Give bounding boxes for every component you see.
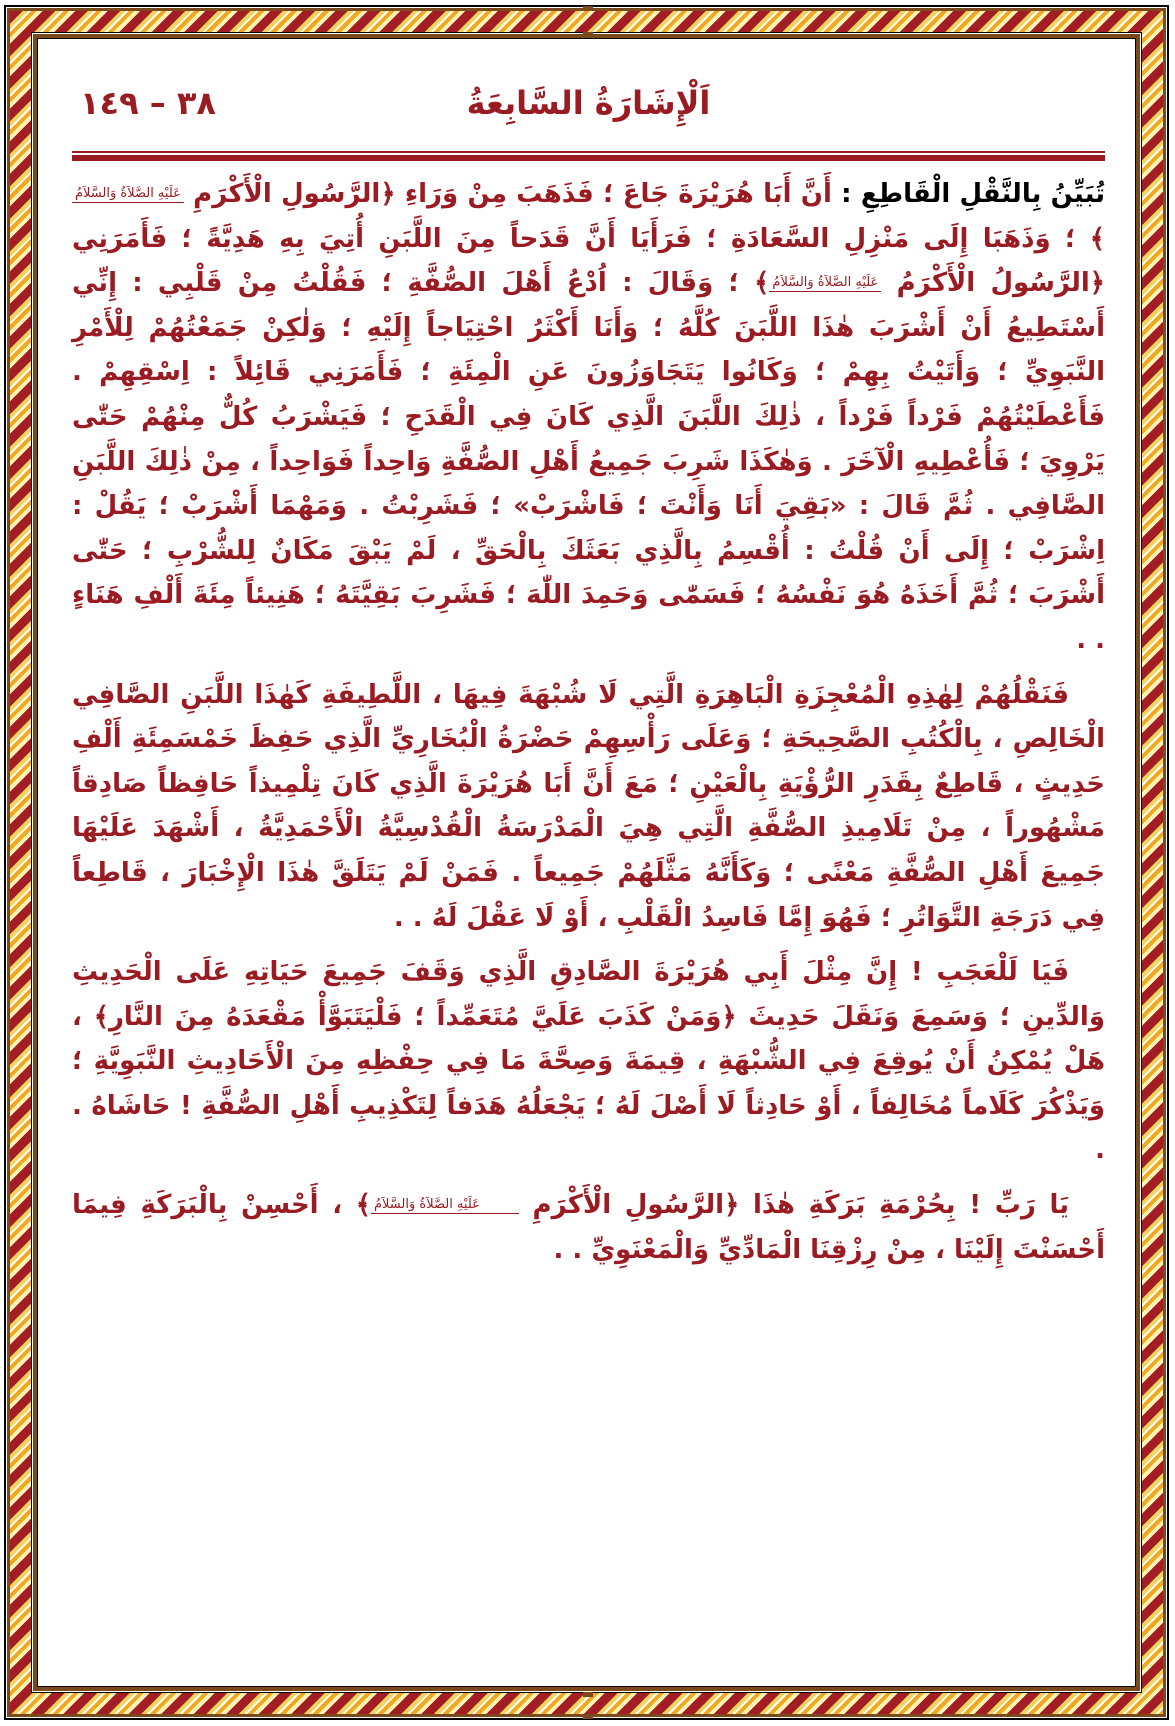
salawat-ligature-icon: عَلَيْهِ الصَّلاَةُ وَالسَّلاَمُ xyxy=(371,1197,519,1214)
paragraph-3 xyxy=(72,950,1105,1173)
page-header xyxy=(72,78,1105,138)
paragraph-1 xyxy=(72,172,1105,663)
paragraph-text: فَيَا لَلْعَجَبِ ! إِنَّ مِثْلَ أَبِي هُرَيْرَةَ الصَّادِقِ الَّذِي وَقَفَ جَمِيعَ حَيَاتِهِ عَلَى الْحَدِيثِ وَالدِّينِ ؛ وَسَمِعَ وَنَقَلَ حَدِيثَ xyxy=(72,957,1106,1032)
body-text xyxy=(72,172,1105,1272)
paragraph-text: يَا رَبِّ ! بِحُرْمَةِ بَرَكَةِ هٰذَا ﴿الرَّسُولِ الْأَكْرَمِ xyxy=(518,1190,1069,1221)
paragraph-2 xyxy=(72,673,1105,941)
frame-knot-icon xyxy=(583,1714,593,1719)
lead-phrase: تُبَيِّنُ بِالنَّقْلِ الْقَاطِعِ : xyxy=(841,179,1106,209)
paragraph-text: ﴾ ؛ وَقَالَ : اُدْعُ أَهْلَ الصُّفَّةِ ؛ فَقُلْتُ مِنْ قَلْبِي : إِنِّي أَسْتَطِيعُ أَنْ أَشْرَبَ هٰذَا اللَّبَنَ كُلَّهُ ؛ وَأَنَا أَكْثَرُ احْتِيَاجاً إِلَيْهِ ؛ وَلٰكِنْ جَمَعْتُهُمْ لِلْأَمْرِ النَّبَوِيِّ ؛ وَأَتَيْتُ بِهِمْ ؛ وَكَانُوا يَتَجَاوَزُونَ عَنِ الْمِئَةِ ؛ فَأَمَرَنِي قَائِلاً : اِسْقِهِمْ . فَأَعْطَيْتُهُمْ فَرْداً فَرْداً ، ذٰلِكَ اللَّبَنَ الَّذِي كَانَ فِي الْقَدَحِ ؛ فَيَشْرَبُ كُلٌّ مِنْهُمْ حَتّٰى يَرْوِيَ ؛ فَأُعْطِيهِ الْآخَرَ . وَهٰكَذَا شَرِبَ جَمِيعُ أَهْلِ الصُّفَّةِ وَاحِداً فَوَاحِداً ، مِنْ ذٰلِكَ اللَّبَنِ الصَّافِي . ثُمَّ قَالَ : «بَقِيَ أَنَا وَأَنْتَ ؛ فَاشْرَبْ» ؛ فَشَرِبْتُ . وَمَهْمَا أَشْرَبْ ؛ يَقُلْ : اِشْرَبْ ؛ إِلَى أَنْ قُلْتُ : أُقْسِمُ بِالَّذِي بَعَثَكَ بِالْحَقِّ ، لَمْ يَبْقَ مَكَانٌ لِلشُّرْبِ ؛ حَتّٰى أَشْرَبَ ؛ ثُمَّ أَخَذَهُ هُوَ نَفْسُهُ ؛ فَسَمّٰى وَحَمِدَ اللّٰهَ ؛ فَشَرِبَ بَقِيَّتَهُ ؛ هَنِيئاً مِئَةَ أَلْفِ هَنَاءٍ . . xyxy=(72,268,1105,655)
hadith-quote: ﴿وَمَنْ كَذَبَ عَلَيَّ مُتَعَمِّداً ؛ فَلْيَتَبَوَّأْ مَقْعَدَهُ مِنَ النَّارِ﴾ xyxy=(93,1001,737,1032)
salawat-ligature-icon: عَلَيْهِ الصَّلاَةُ وَالسَّلاَمُ xyxy=(72,186,184,203)
paragraph-text: فَنَقْلُهُمْ لِهٰذِهِ الْمُعْجِزَةِ الْبَاهِرَةِ الَّتِي لَا شُبْهَةَ فِيهَا ، اللَّطِيفَةِ كَهٰذَا اللَّبَنِ الصَّافِي الْخَالِصِ ، بِالْكُتُبِ الصَّحِيحَةِ ؛ وَعَلَى رَأْسِهِمْ حَضْرَةُ الْبُخَارِيِّ الَّذِي حَفِظَ خَمْسَمِئَةِ أَلْفِ حَدِيثٍ ، قَاطِعٌ بِقَدَرِ الرُّؤْيَةِ بِالْعَيْنِ ؛ مَعَ أَنَّ أَبَا هُرَيْرَةَ الَّذِي كَانَ تِلْمِيذاً حَافِظاً صَادِقاً مَشْهُوراً ، مِنْ تَلَامِيذِ الصُّفَّةِ الَّتِي هِيَ الْمَدْرَسَةُ الْقُدْسِيَّةُ الْأَحْمَدِيَّةُ ، أَشْهَدَ عَلَيْهَا جَمِيعَ أَهْلِ الصُّفَّةِ مَعْنًى ؛ وَكَأَنَّهُ مَثَّلَهُمْ جَمِيعاً . فَمَنْ لَمْ يَتَلَقَّ هٰذَا الْإِخْبَارَ ، قَاطِعاً فِي دَرَجَةِ التَّوَاتُرِ ؛ فَهُوَ إِمَّا فَاسِدُ الْقَلْبِ ، أَوْ لَا عَقْلَ لَهُ . . xyxy=(72,679,1105,933)
paragraph-text: ، هَلْ يُمْكِنُ أَنْ يُوقِعَ فِي الشُّبْهَةِ ، قِيمَةَ وَصِحَّةَ مَا فِي حِفْظِهِ مِنَ الْأَحَادِيثِ النَّبَوِيَّةِ ؛ وَيَذْكُرَ كَلَاماً مُخَالِفاً ، أَوْ حَادِثاً لَا أَصْلَ لَهُ ؛ يَجْعَلُهُ هَدَفاً لِتَكْذِيبِ أَهْلِ الصُّفَّةِ ! حَاشَاهُ . . xyxy=(72,1001,1105,1166)
header-rule-thin xyxy=(72,151,1105,153)
paragraph-text: أَنَّ أَبَا هُرَيْرَةَ جَاعَ ؛ فَذَهَبَ مِنْ وَرَاءِ ﴿الرَّسُولِ الْأَكْرَمِ xyxy=(183,179,842,209)
frame-knot-icon xyxy=(583,6,593,11)
frame-knot-icon xyxy=(583,32,593,37)
paragraph-4 xyxy=(72,1183,1105,1272)
salawat-ligature-icon: عَلَيْهِ الصَّلاَةُ وَالسَّلاَمُ xyxy=(769,275,881,292)
chapter-title: اَلْإِشَارَةُ السَّابِعَةُ xyxy=(466,84,711,122)
paragraph-text: ﴾ ، أَحْسِنْ بِالْبَرَكَةِ فِيمَا أَحْسَنْتَ إِلَيْنَا ، مِنْ رِزْقِنَا الْمَادِّيِّ وَالْمَعْنَوِيِّ . . xyxy=(72,1190,1105,1265)
page-number: ٣٨ – ١٤٩ xyxy=(80,84,216,122)
header-rule-thick xyxy=(72,155,1105,161)
paragraph-text: ﴾ ؛ وَذَهَبَا إِلَى مَنْزِلِ السَّعَادَةِ ؛ فَرَأَيَا أَنَّ قَدَحاً مِنَ اللَّبَنِ أُتِيَ بِهِ هَدِيَّةً ؛ فَأَمَرَنِي ﴿الرَّسُولُ الْأَكْرَمُ xyxy=(72,223,1105,299)
frame-knot-icon xyxy=(583,1692,593,1697)
